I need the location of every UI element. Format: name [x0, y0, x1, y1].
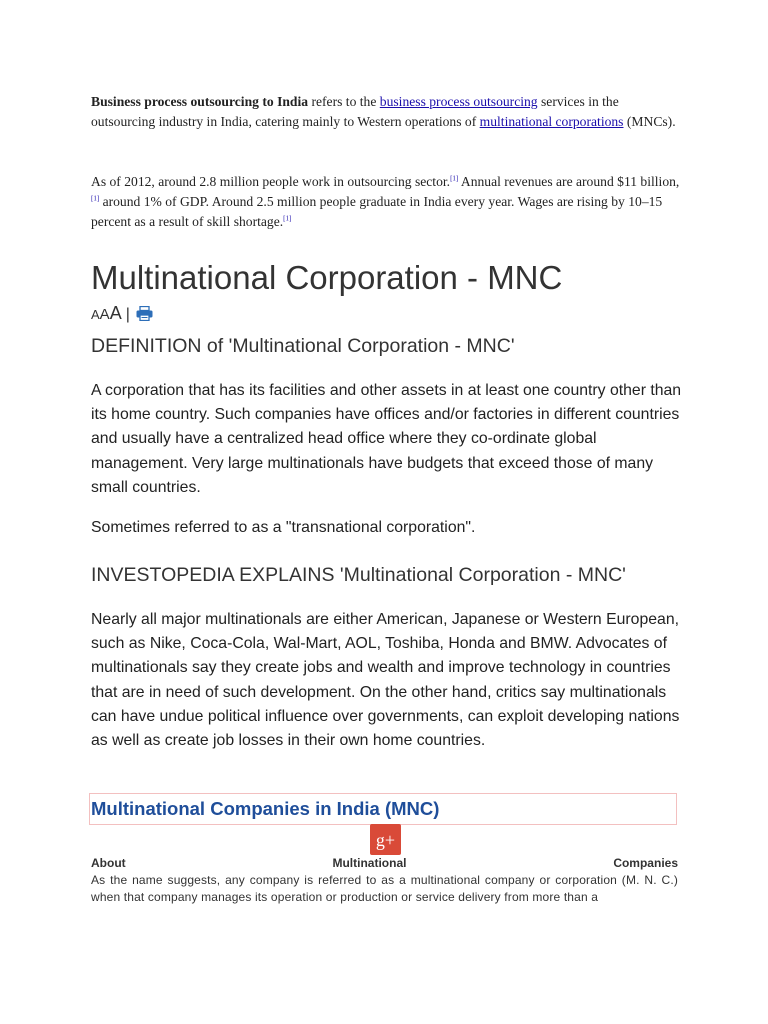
- citation-link[interactable]: [1]: [450, 174, 459, 183]
- google-plus-icon[interactable]: [370, 824, 401, 855]
- stats-text: around 1% of GDP. Around 2.5 million people graduate in India every year. Wages are rising by 10–15 percent as a result of skill shortage.: [91, 194, 663, 229]
- definition-paragraph: A corporation that has its facilities and other assets in at least one country other than its home country. Such companies have offices and/or factories in different countries and usually have a centralized head office where they co-ordinate global management. Very large multinationals have budgets that exceed those of many small countries.: [91, 382, 682, 496]
- about-word: About: [91, 856, 126, 870]
- citation-link[interactable]: [1]: [91, 194, 100, 203]
- link-business-process-outsourcing[interactable]: business process outsourcing: [379, 94, 538, 109]
- intro-bold: Business process outsourcing to India: [91, 94, 309, 109]
- explains-heading: INVESTOPEDIA EXPLAINS 'Multinational Corporation - MNC': [91, 564, 626, 586]
- about-heading: [91, 855, 678, 871]
- page-title: Multinational Corporation - MNC: [91, 259, 563, 296]
- about-paragraph: As the name suggests, any company is referred to as a multinational company or corporation (M. N. C.) when that company manages its operation or production or service delivery from more than a: [91, 873, 678, 904]
- print-icon[interactable]: [136, 306, 153, 326]
- transnational-note: Sometimes referred to as a "transnational corporation".: [91, 519, 476, 536]
- text-size-large-button[interactable]: A: [109, 303, 122, 323]
- intro-paragraph: [91, 92, 681, 132]
- stats-paragraph: [91, 172, 681, 232]
- intro-text: services in the outsourcing industry in India, catering mainly to Western operations of: [91, 94, 619, 129]
- about-word: Companies: [613, 856, 678, 870]
- link-multinational-corporations[interactable]: multinational corporations: [479, 114, 624, 129]
- intro-text: refers to the: [308, 94, 380, 109]
- tools-separator: |: [125, 306, 130, 323]
- definition-heading: DEFINITION of 'Multinational Corporation - MNC': [91, 335, 515, 357]
- explains-paragraph: Nearly all major multinationals are either American, Japanese or Western European, such as Nike, Coca-Cola, Wal-Mart, AOL, Toshiba, Honda and BMW. Advocates of multinationals say they create jobs and wealth and improve technology in countries that are in need of such development. On the other hand, critics say multinationals can have undue political influence over governments, can exploit developing nations as well as create job losses in their own home countries.: [91, 611, 680, 750]
- text-tools: [91, 303, 153, 327]
- intro-text: (MNCs).: [623, 114, 676, 129]
- citation-link[interactable]: [1]: [283, 214, 292, 223]
- about-word: Multinational: [332, 856, 407, 870]
- text-size-small-button[interactable]: A: [91, 307, 100, 322]
- stats-text: Annual revenues are around $11 billion,: [458, 174, 680, 189]
- india-section-header: [89, 793, 677, 825]
- stats-text: As of 2012, around 2.8 million people work in outsourcing sector.: [91, 174, 451, 189]
- india-section-title[interactable]: Multinational Companies in India (MNC): [91, 798, 440, 819]
- google-plus-label: g+: [375, 830, 396, 850]
- text-size-medium-button[interactable]: A: [99, 306, 110, 323]
